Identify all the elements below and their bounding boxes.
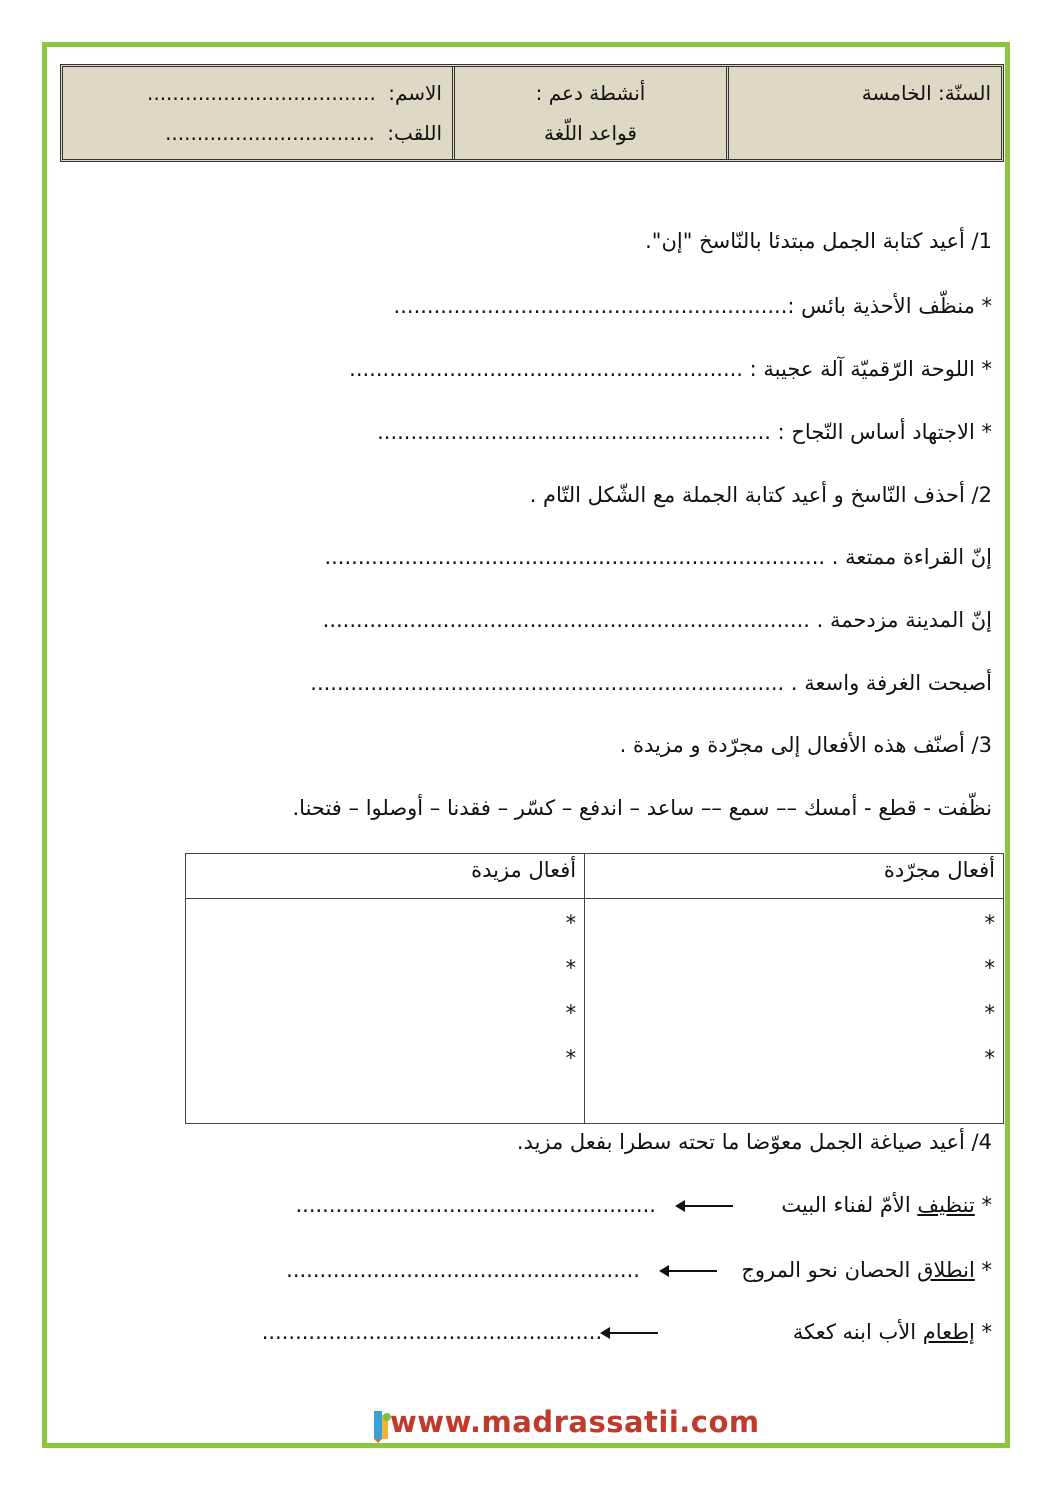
arrow-left-icon	[661, 1270, 717, 1272]
answer-field[interactable]: .....................................................	[286, 1258, 640, 1282]
surname-field[interactable]: .................................	[165, 121, 375, 145]
arrow-left-icon	[602, 1332, 658, 1334]
exercise4-title: 4/ أعيد صياغة الجمل معوّضا ما تحته سطرا بفعل مزيد.	[516, 1130, 992, 1154]
sentence-rest: الأمّ لفناء البيت	[781, 1193, 918, 1217]
header-abstract-verbs: أفعال مجرّدة	[585, 854, 1004, 899]
bullet: *	[984, 1046, 995, 1070]
header-augmented-verbs: أفعال مزيدة	[186, 854, 585, 899]
bullet: *	[984, 1001, 995, 1025]
header-activity-cell	[455, 67, 729, 159]
exercise2-title: 2/ أحذف النّاسخ و أعيد كتابة الجملة مع الشّكل التّام .	[529, 483, 992, 507]
answer-field[interactable]: ......................................................	[295, 1193, 656, 1217]
sentence-rest: الأب ابنه كعكة	[792, 1320, 923, 1344]
bullet: *	[984, 956, 995, 980]
name-label: الاسم:	[388, 81, 442, 105]
table-body-row	[186, 899, 1004, 1124]
pencil-logo-icon	[370, 1409, 392, 1443]
underlined-word: إطعام	[922, 1320, 975, 1344]
bullet: *	[974, 1258, 992, 1282]
name-row	[73, 73, 442, 113]
header-student-cell	[63, 67, 455, 159]
year-label: السنّة: الخامسة	[861, 81, 991, 105]
augmented-verbs-cell[interactable]	[186, 899, 585, 1124]
header-year-cell	[729, 67, 1001, 159]
activity-title: أنشطة دعم :	[535, 81, 646, 105]
surname-row	[73, 113, 442, 153]
bullet: *	[565, 911, 577, 935]
bullet: *	[565, 1046, 577, 1070]
name-field[interactable]: ....................................	[146, 81, 376, 105]
bullet: *	[565, 1001, 577, 1025]
exercise3-verbs: نظّفت - قطع - أمسك –– سمع –– ساعد – اندفع – كسّر – فقدنا – أوصلوا – فتحنا.	[292, 796, 992, 820]
exercise1-item-3[interactable]: * الاجتهاد أساس النّجاح : ...........................................................	[377, 420, 992, 444]
bullet: *	[984, 911, 995, 935]
exercise1-title: 1/ أعيد كتابة الجمل مبتدئا بالنّاسخ "إن".	[645, 229, 992, 253]
exercise4-item-3	[262, 1320, 992, 1344]
bullet: *	[565, 956, 577, 980]
exercise1-item-2[interactable]: * اللوحة الرّقميّة آلة عجيبة : ...........................................................	[349, 357, 992, 381]
surname-label: اللقب:	[387, 121, 442, 145]
underlined-word: تنظيف	[917, 1193, 975, 1217]
exercise1-item-1[interactable]: * منظّف الأحذية بائس :...........................................................	[393, 294, 992, 318]
activity-subject: قواعد اللّغة	[544, 121, 637, 145]
verbs-classification-table	[185, 853, 1004, 1124]
exercise2-item-1[interactable]: إنّ القراءة ممتعة . ...........................................................................	[324, 545, 992, 569]
sentence-rest: الحصان نحو المروج	[741, 1258, 918, 1282]
footer	[370, 1405, 760, 1445]
arrow-left-icon	[677, 1205, 733, 1207]
exercise2-item-3[interactable]: أصبحت الغرفة واسعة . .......................................................................	[310, 671, 992, 695]
abstract-verbs-cell[interactable]	[585, 899, 1004, 1124]
header-table	[60, 64, 1004, 162]
table-header-row	[186, 854, 1004, 899]
exercise4-item-1	[295, 1193, 992, 1217]
website-link[interactable]: www.madrassatii.com	[390, 1405, 760, 1439]
exercise2-item-2[interactable]: إنّ المدينة مزدحمة . .........................................................................	[322, 608, 992, 632]
answer-field[interactable]: ...................................................	[261, 1320, 603, 1344]
exercise3-title: 3/ أصنّف هذه الأفعال إلى مجرّدة و مزيدة .	[619, 733, 992, 757]
exercise4-item-2	[286, 1258, 992, 1282]
bullet: *	[974, 1193, 992, 1217]
underlined-word: انطلاق	[917, 1258, 975, 1282]
bullet: *	[974, 1320, 992, 1344]
